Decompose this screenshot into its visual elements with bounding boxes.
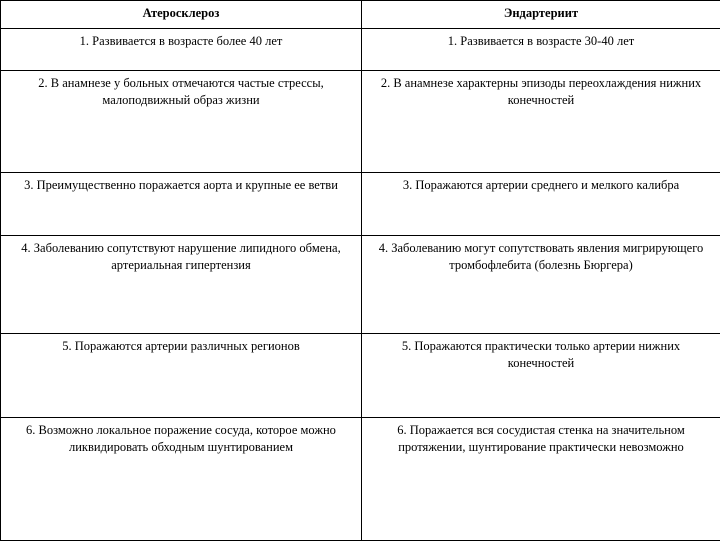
header-atherosclerosis: Атеросклероз bbox=[1, 1, 362, 29]
table-head bbox=[1, 1, 720, 29]
table-row bbox=[1, 29, 720, 71]
cell-endarteritis: 6. Поражается вся сосудистая стенка на значительном протяжении, шунтирование практически невозможно bbox=[362, 418, 720, 541]
cell-endarteritis: 5. Поражаются практически только артерии нижних конечностей bbox=[362, 334, 720, 418]
table-row bbox=[1, 71, 720, 173]
table-row bbox=[1, 173, 720, 236]
cell-endarteritis: 4. Заболеванию могут сопутствовать явления мигрирующего тромбофлебита (болезнь Бюргера) bbox=[362, 236, 720, 334]
cell-atherosclerosis: 1. Развивается в возрасте более 40 лет bbox=[1, 29, 362, 71]
table-row bbox=[1, 418, 720, 541]
cell-atherosclerosis: 2. В анамнезе у больных отмечаются частые стрессы, малоподвижный образ жизни bbox=[1, 71, 362, 173]
table-body bbox=[1, 29, 720, 541]
header-endarteritis: Эндартериит bbox=[362, 1, 720, 29]
header-row bbox=[1, 1, 720, 29]
cell-atherosclerosis: 3. Преимущественно поражается аорта и крупные ее ветви bbox=[1, 173, 362, 236]
table-row bbox=[1, 334, 720, 418]
cell-atherosclerosis: 4. Заболеванию сопутствуют нарушение липидного обмена, артериальная гипертензия bbox=[1, 236, 362, 334]
cell-endarteritis: 2. В анамнезе характерны эпизоды переохлаждения нижних конечностей bbox=[362, 71, 720, 173]
cell-endarteritis: 1. Развивается в возрасте 30-40 лет bbox=[362, 29, 720, 71]
cell-atherosclerosis: 5. Поражаются артерии различных регионов bbox=[1, 334, 362, 418]
cell-atherosclerosis: 6. Возможно локальное поражение сосуда, которое можно ликвидировать обходным шунтированием bbox=[1, 418, 362, 541]
cell-endarteritis: 3. Поражаются артерии среднего и мелкого калибра bbox=[362, 173, 720, 236]
table-row bbox=[1, 236, 720, 334]
